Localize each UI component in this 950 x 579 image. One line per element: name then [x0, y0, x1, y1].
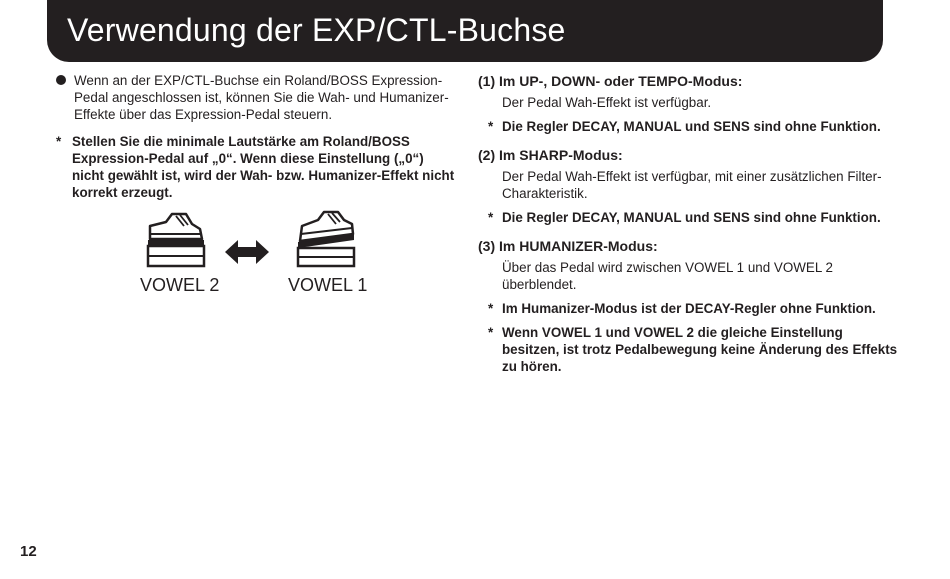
volume-note-text: Stellen Sie die minimale Lautstärke am Roland/BOSS Expression-Pedal auf „0“. Wenn diese Einstellung („0“) nicht gewählt ist, wird der Wah- bzw. Humanizer-Effekt nicht korrekt erzeugt.	[72, 134, 455, 200]
page-title: Verwendung der EXP/CTL-Buchse	[67, 12, 566, 48]
section-sharp	[478, 146, 898, 226]
asterisk-marker: *	[488, 210, 494, 225]
section-note-text: Die Regler DECAY, MANUAL und SENS sind ohne Funktion.	[502, 210, 881, 225]
section-note-text: Wenn VOWEL 1 und VOWEL 2 die gleiche Einstellung besitzen, ist trotz Pedalbewegung keine Änderung des Effekts zu hören.	[502, 325, 898, 374]
volume-note	[56, 133, 456, 201]
asterisk-marker: *	[488, 325, 494, 340]
section-title: (1) Im UP-, DOWN- oder TEMPO-Modus:	[478, 73, 743, 89]
asterisk-marker: *	[488, 119, 494, 134]
section-note	[478, 300, 898, 317]
page-header	[47, 0, 883, 62]
section-title: (3) Im HUMANIZER-Modus:	[478, 238, 658, 254]
section-humanizer	[478, 237, 898, 375]
pedal-figure	[132, 210, 372, 300]
section-note	[478, 209, 898, 226]
double-arrow-icon	[225, 240, 269, 264]
intro-text: Wenn an der EXP/CTL-Buchse ein Roland/BOSS Expression-Pedal angeschlossen ist, können Sie die Wah- und Humanizer-Effekte über das Expression-Pedal steuern.	[74, 73, 449, 122]
intro-bullet	[56, 72, 456, 123]
vowel-1-label: VOWEL 1	[288, 275, 368, 295]
pedal-toe-down-icon	[298, 212, 354, 266]
bullet-dot-icon	[56, 75, 66, 85]
vowel-2-label: VOWEL 2	[140, 275, 220, 295]
section-note-text: Die Regler DECAY, MANUAL und SENS sind ohne Funktion.	[502, 119, 881, 134]
section-body: Der Pedal Wah-Effekt ist verfügbar, mit einer zusätzlichen Filter-Charakteristik.	[502, 169, 882, 201]
section-body: Der Pedal Wah-Effekt ist verfügbar.	[502, 95, 712, 110]
section-note-text: Im Humanizer-Modus ist der DECAY-Regler ohne Funktion.	[502, 301, 876, 316]
section-body: Über das Pedal wird zwischen VOWEL 1 und VOWEL 2 überblendet.	[502, 260, 833, 292]
right-column	[478, 72, 898, 386]
asterisk-marker: *	[56, 134, 62, 149]
section-up-down-tempo	[478, 72, 898, 135]
section-note	[478, 118, 898, 135]
asterisk-marker: *	[488, 301, 494, 316]
left-column	[56, 72, 456, 201]
section-note	[478, 324, 898, 375]
pedal-illustration	[132, 210, 372, 272]
page-number: 12	[20, 543, 37, 560]
pedal-heel-down-icon	[148, 214, 204, 266]
section-title: (2) Im SHARP-Modus:	[478, 147, 623, 163]
